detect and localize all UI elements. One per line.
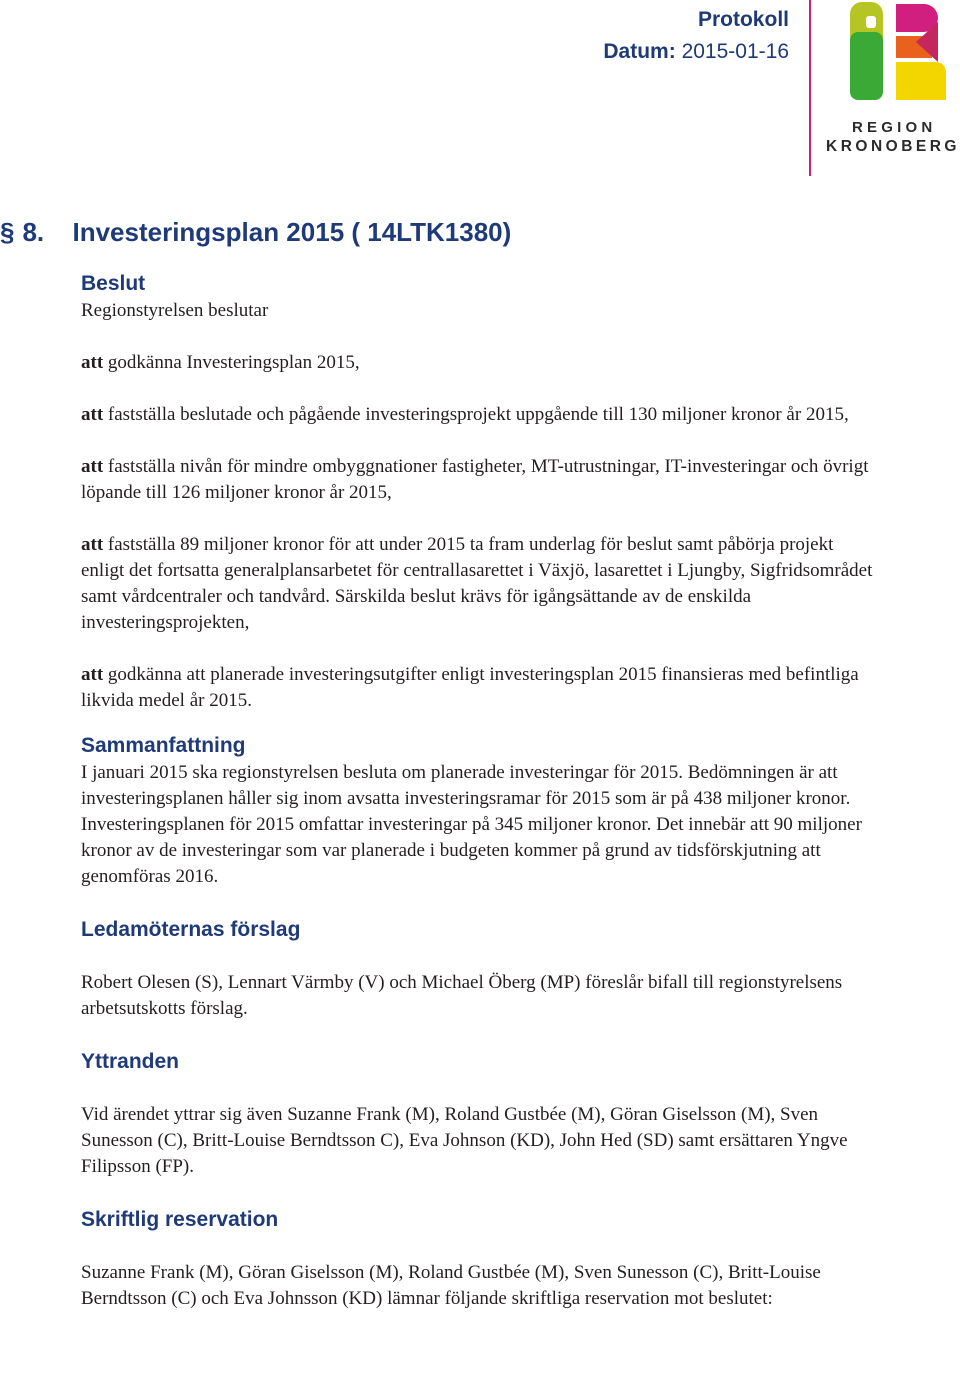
decision-item: [81, 350, 881, 376]
document-body: [81, 270, 881, 1312]
decision-text: fastställa nivån för mindre ombyggnationer fastigheter, MT-utrustningar, IT-investeringar och övrigt löpande till 126 miljoner kronor år 2015,: [81, 456, 869, 503]
decision-item: [81, 402, 881, 428]
document-date: [603, 33, 789, 70]
ledamoter-text: Robert Olesen (S), Lennart Värmby (V) och Michael Öberg (MP) föreslår bifall till regionstyrelsens arbetsutskotts förslag.: [81, 972, 843, 1019]
logo-green-block: [850, 32, 883, 100]
section-heading: [0, 212, 511, 252]
beslut-heading: Beslut: [81, 272, 146, 295]
decision-item: [81, 532, 881, 636]
date-value: 2015-01-16: [681, 40, 789, 63]
section-title: Investeringsplan 2015 ( 14LTK1380): [72, 217, 512, 247]
decision-item: [81, 662, 881, 714]
att-keyword: att: [81, 404, 104, 425]
logo-line-region: REGION: [852, 119, 937, 136]
att-keyword: att: [81, 352, 104, 373]
logo-dot: [866, 16, 876, 28]
logo-wordmark: [826, 118, 960, 156]
paragraph-sign: §: [0, 217, 15, 247]
reservation-text: Suzanne Frank (M), Göran Giselsson (M), Roland Gustbée (M), Sven Sunesson (C), Britt-Louise Berndtsson (C) och Eva Johnsson (KD) lämnar följande skriftliga reservation mot beslutet:: [81, 1262, 821, 1309]
decision-text: godkänna att planerade investeringsutgifter enligt investeringsplan 2015 finansieras med befintliga likvida medel år 2015.: [81, 664, 859, 711]
logo-yellow-block: [896, 62, 946, 100]
section-number: 8.: [22, 217, 45, 247]
yttranden-heading: Yttranden: [81, 1050, 180, 1073]
decision-text: godkänna Investeringsplan 2015,: [103, 352, 360, 373]
att-keyword: att: [81, 456, 104, 477]
logo-line-kronoberg: KRONOBERG: [826, 138, 960, 155]
decision-text: fastställa beslutade och pågående investeringsprojekt uppgående till 130 miljoner kronor år 2015,: [103, 404, 849, 425]
sammanfattning-heading: Sammanfattning: [81, 734, 246, 757]
date-label: Datum:: [603, 40, 676, 63]
document-header: [603, 6, 789, 70]
yttranden-text: Vid ärendet yttrar sig även Suzanne Frank (M), Roland Gustbée (M), Göran Giselsson (M), Sven Sunesson (C), Britt-Louise Berndtsson C), Eva Johnson (KD), John Hed (SD) samt ersättaren Yngve Filipsson (FP).: [81, 1104, 848, 1177]
att-keyword: att: [81, 534, 104, 555]
reservation-heading: Skriftlig reservation: [81, 1208, 279, 1231]
document-type: Protokoll: [697, 8, 789, 31]
ledamoter-heading: Ledamöternas förslag: [81, 918, 301, 941]
att-keyword: att: [81, 664, 104, 685]
header-divider: [809, 0, 811, 176]
decision-text: fastställa 89 miljoner kronor för att under 2015 ta fram underlag för beslut samt påbörja projekt enligt det fortsatta generalplansarbetet för centrallasarettet i Växjö, lasarettet i Ljungby, Sigfridsområdet samt vårdcentraler och tandvård. Särskilda beslut krävs för igångsättande av de enskilda investeringsprojekten,: [81, 534, 873, 633]
sammanfattning-text: I januari 2015 ska regionstyrelsen besluta om planerade investeringar för 2015. Bedömningen är att investeringsplanen håller sig inom avsatta investeringsramar för 2015 som är på 438 miljoner kronor. Investeringsplanen för 2015 omfattar investeringar på 345 miljoner kronor. Det innebär att 90 miljoner kronor av de investeringar som var planerade i budgeten kommer på grund av tidsförskjutning att genomföras 2016.: [81, 762, 862, 887]
decision-item: [81, 454, 881, 506]
beslut-intro: Regionstyrelsen beslutar: [81, 300, 269, 321]
